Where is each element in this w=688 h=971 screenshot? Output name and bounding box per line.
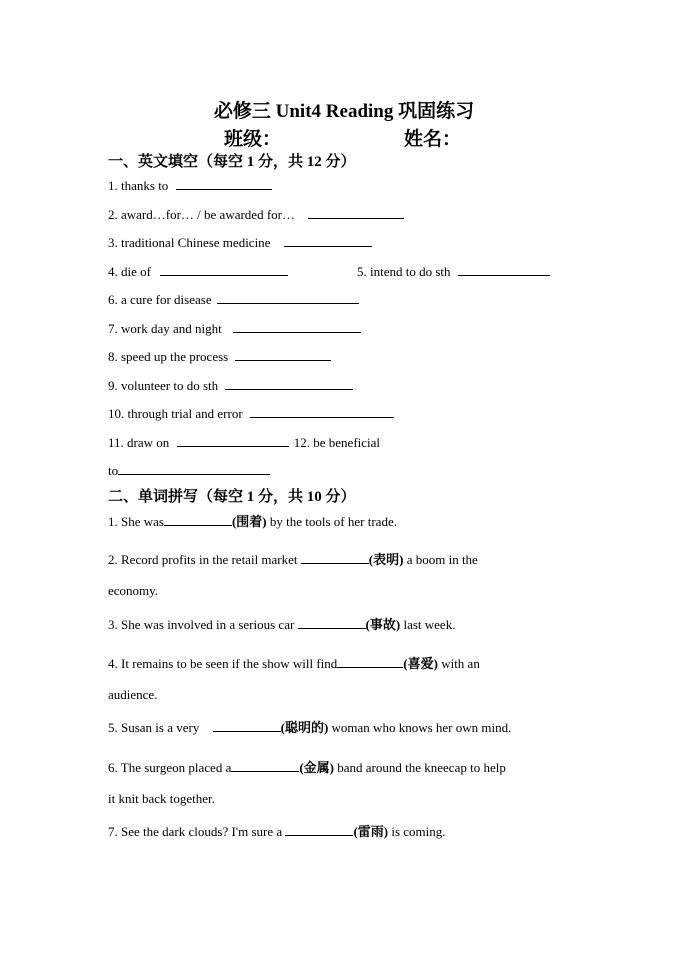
answer-blank[interactable] <box>235 348 331 361</box>
answer-blank[interactable] <box>177 434 289 447</box>
fill-item-7: 7. work day and night <box>108 320 361 337</box>
spell-item-5: 5. Susan is a very (聪明的) woman who knows her own mind. <box>108 720 512 735</box>
fill-item-2: 2. award…for… / be awarded for… <box>108 206 404 223</box>
spell-item-2: 2. Record profits in the retail market (表明) a boom in the <box>108 552 478 567</box>
spell-item-4: 4. It remains to be seen if the show will find (喜爱) with an <box>108 656 480 671</box>
spell-item-3: 3. She was involved in a serious car (事故) last week. <box>108 617 456 632</box>
page-title: 必修三 Unit4 Reading 巩固练习 <box>213 101 475 122</box>
answer-blank[interactable] <box>233 320 361 333</box>
answer-blank[interactable] <box>250 405 394 418</box>
section-1-heading: 一、英文填空（每空 1 分，共 12 分） <box>108 154 356 170</box>
answer-blank[interactable] <box>225 377 353 390</box>
fill-item-8: 8. speed up the process <box>108 348 331 365</box>
class-label: 班级： <box>224 129 282 150</box>
fill-item-6: 6. a cure for disease <box>108 291 359 308</box>
spell-item-7: 7. See the dark clouds? I'm sure a (雷雨) is coming. <box>108 824 446 839</box>
name-label: 姓名： <box>404 129 462 150</box>
answer-blank[interactable] <box>164 513 232 526</box>
answer-blank[interactable] <box>458 263 550 276</box>
spell-item-1: 1. She was (围着) by the tools of her trade. <box>108 514 397 529</box>
section-2-heading: 二、单词拼写（每空 1 分，共 10 分） <box>108 489 356 505</box>
answer-blank[interactable] <box>298 616 366 629</box>
answer-blank[interactable] <box>160 263 288 276</box>
answer-blank[interactable] <box>284 234 372 247</box>
spell-item-6-continued: it knit back together. <box>108 791 215 806</box>
answer-blank[interactable] <box>176 177 272 190</box>
spell-item-6: 6. The surgeon placed a (金属) band around the kneecap to help <box>108 760 506 775</box>
fill-item-1: 1. thanks to <box>108 177 272 194</box>
answer-blank[interactable] <box>118 462 270 475</box>
fill-item-9: 9. volunteer to do sth <box>108 377 353 394</box>
answer-blank[interactable] <box>217 291 359 304</box>
fill-item-3: 3. traditional Chinese medicine <box>108 234 372 251</box>
answer-blank[interactable] <box>337 655 403 668</box>
answer-blank[interactable] <box>231 759 299 772</box>
fill-item-10: 10. through trial and error <box>108 405 394 422</box>
fill-item-11: 11. draw on 12. be beneficial <box>108 435 381 450</box>
fill-item-4: 4. die of <box>108 263 288 280</box>
answer-blank[interactable] <box>285 823 353 836</box>
answer-blank[interactable] <box>213 719 281 732</box>
spell-item-2-continued: economy. <box>108 583 159 598</box>
fill-item-12-continued: to <box>108 462 270 479</box>
answer-blank[interactable] <box>308 206 404 219</box>
fill-item-5: 5. intend to do sth <box>357 263 550 280</box>
spell-item-4-continued: audience. <box>108 687 158 702</box>
answer-blank[interactable] <box>301 551 369 564</box>
